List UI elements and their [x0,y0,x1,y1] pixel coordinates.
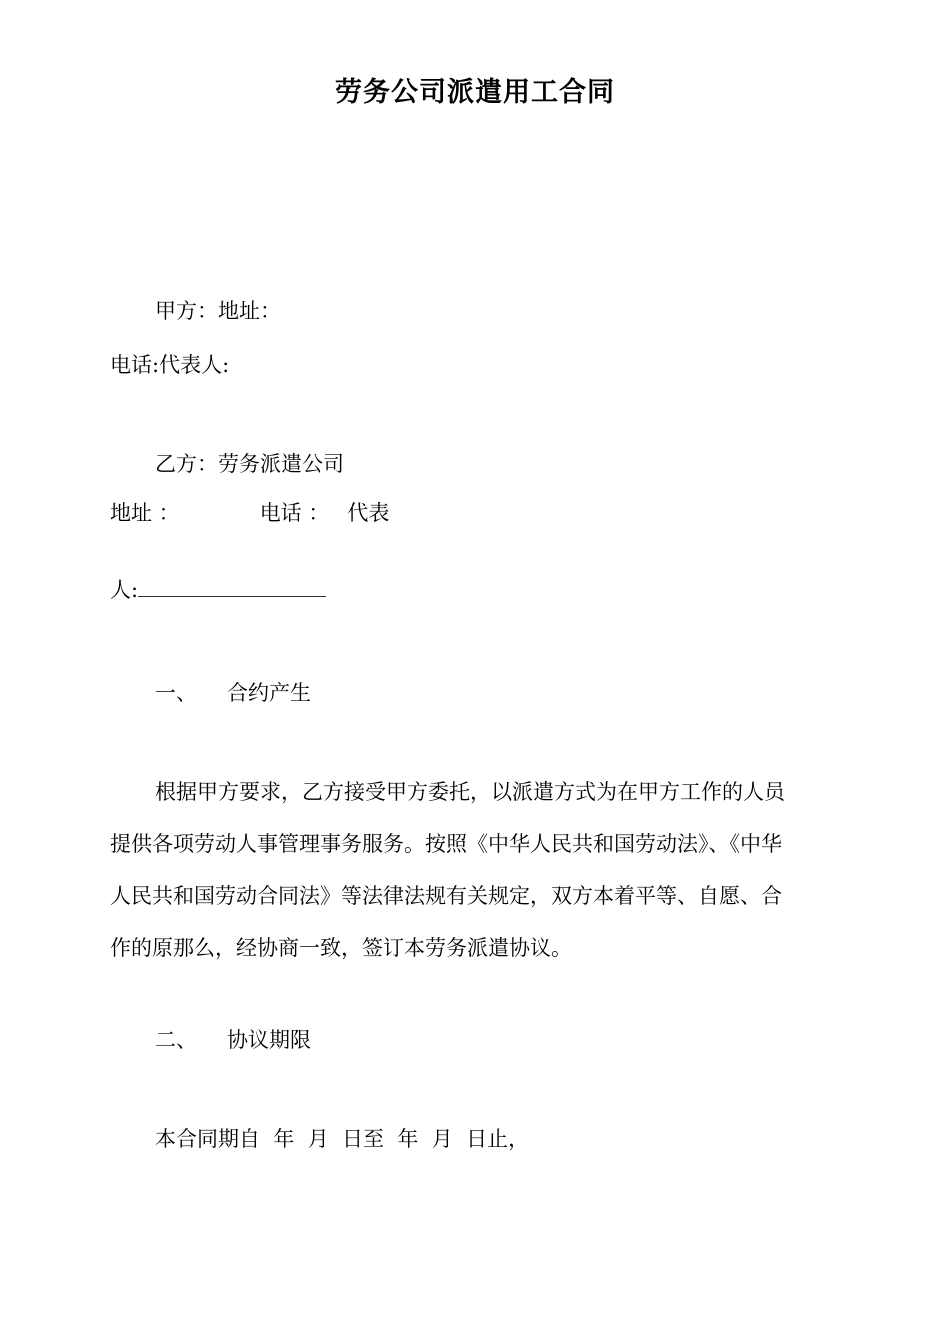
paragraph-line: 作的原那么，经协商一致，签订本劳务派遣协议。 [110,936,572,960]
party-b-rep-label-end: 人: [110,578,139,602]
party-b-rep-line [110,575,326,605]
party-a-phone-line: 电话:代表人: [110,353,230,377]
party-b-name-line: 乙方：劳务派遣公司 [155,452,344,476]
party-a-address-line: 甲方：地址： [155,299,281,323]
section-1-heading [155,678,311,708]
party-b-rep-label-start: 代表 [347,501,390,525]
paragraph-line: 提供各项劳动人事管理事务服务。按照《中华人民共和国劳动法》、《中华 [110,832,782,856]
section-2-number: 二、 [155,1028,197,1052]
rep-blank-line [138,578,326,597]
paragraph-line: 人民共和国劳动合同法》等法律法规有关规定，双方本着平等、自愿、合 [110,884,782,908]
section-1-number: 一、 [155,681,197,705]
section-2-title: 协议期限 [227,1028,311,1052]
document-title: 劳务公司派遣用工合同 [335,77,615,108]
paragraph-line: 本合同期自 年 月 日至 年 月 日止， [155,1127,530,1151]
section-1-paragraph [110,766,845,974]
party-b-phone-label: 电话 ： [259,501,330,525]
party-b-address-label: 地址 ： [110,501,180,525]
section-2-heading [155,1025,311,1055]
section-1-title: 合约产生 [227,681,311,705]
paragraph-line: 根据甲方要求，乙方接受甲方委托，以派遣方式为在甲方工作的人员 [155,780,785,804]
section-2-paragraph [110,1113,845,1165]
party-b-contact-line [110,498,389,528]
